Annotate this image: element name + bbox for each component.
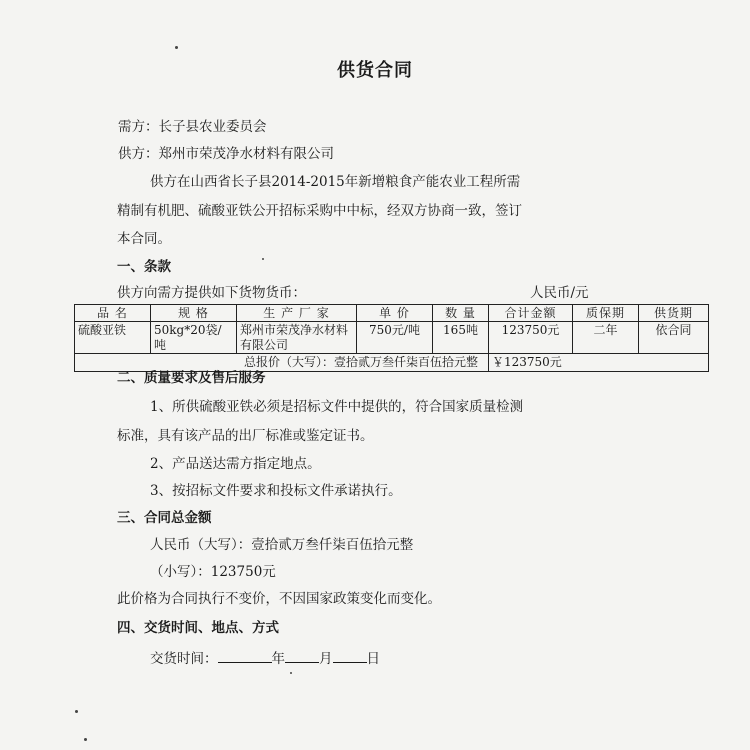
section-3-heading: 三、合同总金额 bbox=[117, 510, 212, 526]
day-label: 日 bbox=[366, 651, 380, 667]
cell-delivery: 依合同 bbox=[639, 322, 709, 354]
scan-speck bbox=[262, 258, 264, 260]
intro-line-3: 本合同。 bbox=[117, 231, 171, 247]
supplier-line: 供方：郑州市荣茂净水材料有限公司 bbox=[118, 146, 334, 162]
goods-table bbox=[74, 304, 709, 372]
cell-manufacturer: 郑州市荣茂净水材料有限公司 bbox=[237, 322, 357, 354]
intro-line-1: 供方在山西省长子县2014-2015年新增粮食产能农业工程所需 bbox=[150, 174, 521, 190]
section-4-heading: 四、交货时间、地点、方式 bbox=[117, 620, 279, 636]
col-header-spec: 规 格 bbox=[151, 305, 237, 322]
col-header-name: 品 名 bbox=[75, 305, 151, 322]
total-figure: ￥123750元 bbox=[489, 354, 709, 371]
cell-warranty: 二年 bbox=[573, 322, 639, 354]
amount-in-words: 人民币（大写）：壹拾贰万叁仟柒百伍拾元整 bbox=[150, 537, 414, 553]
col-header-warranty: 质保期 bbox=[573, 305, 639, 322]
section-1-heading: 一、条款 bbox=[117, 259, 171, 275]
quality-item-2: 2、产品送达需方指定地点。 bbox=[150, 456, 321, 472]
delivery-time-label: 交货时间： bbox=[150, 651, 218, 667]
intro-line-2: 精制有机肥、硫酸亚铁公开招标采购中中标，经双方协商一致，签订 bbox=[117, 203, 522, 219]
col-header-delivery: 供货期 bbox=[639, 305, 709, 322]
table-row bbox=[75, 322, 709, 354]
col-header-quantity: 数 量 bbox=[433, 305, 489, 322]
scan-speck bbox=[84, 738, 87, 741]
fixed-price-note: 此价格为合同执行不变价，不因国家政策变化而变化。 bbox=[117, 591, 441, 607]
year-blank bbox=[218, 650, 272, 663]
table-total-row bbox=[75, 354, 709, 371]
page-title: 供货合同 bbox=[337, 60, 413, 81]
table-header-row bbox=[75, 305, 709, 322]
quality-item-1-line-1: 1、所供硫酸亚铁必须是招标文件中提供的，符合国家质量检测 bbox=[150, 399, 524, 415]
col-header-amount: 合计金额 bbox=[489, 305, 573, 322]
buyer-line: 需方：长子县农业委员会 bbox=[118, 119, 267, 135]
cell-unit-price: 750元/吨 bbox=[357, 322, 433, 354]
cell-name: 硫酸亚铁 bbox=[75, 322, 151, 354]
currency-unit: 人民币/元 bbox=[530, 285, 589, 301]
col-header-unit-price: 单 价 bbox=[357, 305, 433, 322]
section-2-heading: 二、质量要求及售后服务 bbox=[117, 370, 266, 386]
section-1-lead: 供方向需方提供如下货物货币： bbox=[117, 285, 306, 301]
col-header-manufacturer: 生 产 厂 家 bbox=[237, 305, 357, 322]
month-blank bbox=[285, 650, 319, 663]
day-blank bbox=[333, 650, 367, 663]
amount-in-figures: （小写）：123750元 bbox=[150, 564, 276, 580]
scan-speck bbox=[75, 710, 78, 713]
cell-quantity: 165吨 bbox=[433, 322, 489, 354]
cell-amount: 123750元 bbox=[489, 322, 573, 354]
month-label: 月 bbox=[319, 651, 333, 667]
quality-item-1-line-2: 标准，具有该产品的出厂标准或鉴定证书。 bbox=[117, 428, 374, 444]
scan-speck bbox=[175, 46, 178, 49]
delivery-time-line bbox=[150, 650, 380, 667]
quality-item-3: 3、按招标文件要求和投标文件承诺执行。 bbox=[150, 483, 402, 499]
cell-spec: 50kg*20袋/吨 bbox=[151, 322, 237, 354]
scan-speck bbox=[290, 672, 292, 674]
year-label: 年 bbox=[271, 651, 285, 667]
total-label: 总报价（大写）：壹拾贰万叁仟柒百伍拾元整 bbox=[75, 354, 489, 371]
